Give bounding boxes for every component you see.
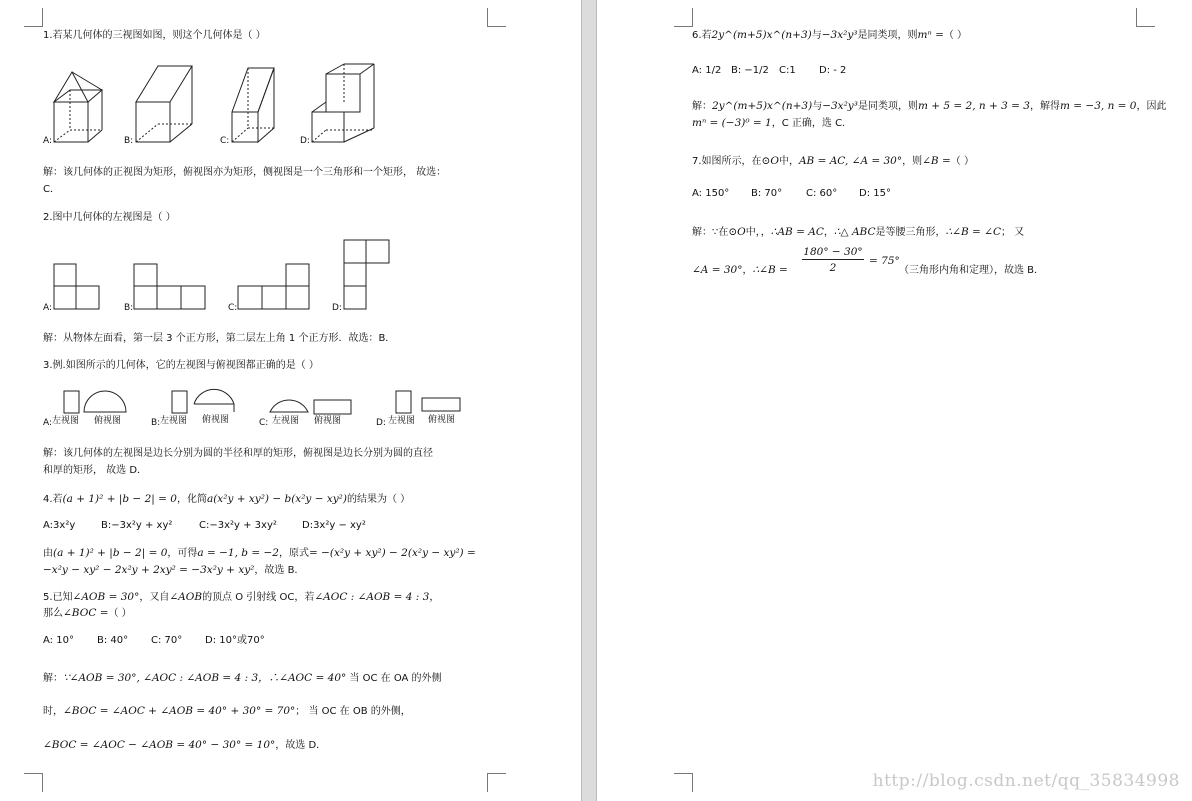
- q2-option-a: A:: [43, 303, 53, 313]
- q5-option-d-first: D: 10°: [205, 635, 237, 646]
- q6-mid: 与: [811, 30, 822, 41]
- q7-fraction-denominator: 2: [829, 262, 837, 274]
- q5-line2-prefix: 那么: [43, 608, 63, 619]
- q7-prefix: 7.如图所示，在: [692, 156, 762, 167]
- q7-answer-expr4: ∴∠B = ∠C: [945, 226, 1001, 238]
- q2-option-b-figure: [134, 264, 205, 309]
- q5-expr1: ∠AOB = 30°: [72, 591, 140, 603]
- q1-option-c-figure: [232, 68, 274, 142]
- q3-d-top-view-label: 俯视图: [428, 415, 456, 425]
- q3-answer-line2: 和厚的矩形， 故选 D．: [43, 465, 148, 476]
- q4-option-b: B:−3x²y + xy²: [101, 520, 173, 531]
- q3-option-d-figure: [396, 391, 460, 413]
- q6-option-c: C:1: [779, 65, 796, 76]
- q7-answer-line2-mid: ，: [742, 265, 753, 276]
- q1-option-b: B:: [124, 136, 134, 146]
- q6-answer-prefix: 解：: [692, 101, 712, 112]
- q2-option-a-figure: [54, 264, 99, 309]
- q5-answer-line3: [43, 738, 326, 753]
- q4-option-d: D:3x²y − xy²: [302, 520, 366, 531]
- q3-d-left-view-label: 左视图: [388, 416, 416, 426]
- question-5-line2: [43, 606, 132, 621]
- q4-expression: a(x²y + xy²) − b(x²y − xy²): [206, 493, 347, 505]
- crop-mark: [674, 773, 693, 792]
- question-5: [43, 590, 439, 605]
- q7-mid2: ，则: [902, 156, 923, 167]
- q7-answer: [692, 225, 1024, 240]
- q1-option-c: C:: [220, 136, 230, 146]
- q6-answer-expr1: 2y^(m+5)x^(n+3): [712, 100, 813, 112]
- question-1: 1.若某几何体的三视图如图，则这个几何体是（ ）: [43, 30, 266, 41]
- q6-answer-line2-expr: mⁿ = (−3)⁰ = 1: [692, 117, 772, 129]
- q6-answer-expr2: −3x²y³: [822, 100, 858, 112]
- q4-answer-end: ，故选 B.: [254, 565, 298, 576]
- q4-answer-values: a = −1, b = −2: [197, 547, 279, 559]
- q7-answer-line2-expr3: = 75°: [869, 255, 900, 267]
- q4-answer-condition: (a + 1)² + |b − 2| = 0: [53, 547, 168, 559]
- q6-answer-mid: 与: [812, 101, 823, 112]
- question-7: [692, 154, 974, 169]
- q1-option-d: D:: [300, 136, 310, 146]
- q5-mid2: 的顶点 O 引射线 OC，若: [202, 592, 315, 603]
- question-6: [692, 28, 967, 43]
- q5-prefix: 5.已知: [43, 592, 73, 603]
- q2-option-c: C:: [228, 303, 238, 313]
- q5-option-b: B: 40°: [97, 635, 129, 646]
- q7-answer-line2-expr2: ∴∠B =: [752, 264, 788, 276]
- q6-expr3: mⁿ =: [917, 29, 944, 41]
- crop-mark: [1136, 8, 1155, 27]
- q7-answer-line2-text: （三角形内角和定理），故选 B．: [899, 265, 1045, 276]
- question-2: 2.图中几何体的左视图是（ ）: [43, 212, 176, 223]
- q1-figures: [48, 62, 388, 148]
- q2-option-d-figure: [344, 240, 389, 309]
- q3-a-top-view-label: 俯视图: [94, 416, 122, 426]
- q4-answer-line2: [43, 563, 298, 578]
- q6-answer-suffix: ，因此: [1136, 101, 1167, 112]
- crop-mark: [24, 773, 43, 792]
- crop-mark: [487, 773, 506, 792]
- q5-answer-expr1: ∵∠AOB = 30°, ∠AOC : ∠AOB = 4 : 3: [63, 672, 259, 684]
- q7-expr1: ⊙O: [761, 155, 779, 167]
- q3-option-a: A:: [43, 418, 53, 428]
- q2-option-c-figure: [238, 264, 309, 309]
- q7-option-c: C: 60°: [806, 188, 838, 199]
- q7-option-d: D: 15°: [859, 188, 891, 199]
- q7-answer-line2-expr1: ∠A = 30°: [692, 264, 743, 276]
- q3-a-left-view-label: 左视图: [52, 416, 80, 426]
- crop-mark: [674, 8, 693, 27]
- q5-line2-suffix: （ ）: [108, 608, 132, 619]
- q5-answer-expr2: ，∴∠AOC = 40°: [258, 672, 347, 684]
- q3-option-c: C:: [259, 418, 269, 428]
- q4-answer-result: −x²y − xy² − 2x²y + 2xy² = −3x²y + xy²: [43, 564, 255, 576]
- q6-suffix: （ ）: [943, 30, 968, 41]
- q6-answer-expr4: m = −3, n = 0: [1059, 100, 1137, 112]
- q7-answer-mid2: ，: [823, 227, 834, 238]
- q4-option-a: A:3x²y: [43, 520, 76, 531]
- q5-end: ，: [429, 592, 440, 603]
- q5-answer-line2: [43, 704, 411, 719]
- q5-option-d-or: 或: [236, 635, 247, 646]
- document-page-left: [0, 0, 581, 801]
- q7-option-a: A: 150°: [692, 188, 730, 199]
- q7-expr2: AB = AC, ∠A = 30°: [798, 155, 903, 167]
- q4-suffix: 的结果为（ ）: [347, 494, 411, 505]
- q1-option-a: A:: [43, 136, 53, 146]
- q3-option-c-figure: [270, 400, 351, 414]
- q4-answer-prefix: 由: [43, 548, 53, 559]
- q1-option-d-figure: [312, 64, 374, 142]
- q5-expr2: ∠AOB: [169, 591, 203, 603]
- q7-answer-prefix: 解：∵在: [692, 227, 729, 238]
- q6-option-a: A: 1/2: [692, 65, 722, 76]
- q6-answer-line2-text: ，C 正确，选 C.: [771, 118, 846, 129]
- q5-answer: [43, 671, 442, 686]
- q6-expr1: 2y^(m+5)x^(n+3): [711, 29, 812, 41]
- q5-option-d: [205, 634, 265, 648]
- q2-figures: [50, 238, 400, 314]
- page-gutter: [581, 0, 597, 801]
- q6-option-d: D: - 2: [819, 65, 847, 76]
- q3-c-top-view-label: 俯视图: [314, 416, 342, 426]
- q5-line2-expr: ∠BOC =: [63, 607, 109, 619]
- q4-answer-expansion: = −(x²y + xy²) − 2(x²y − xy²) =: [308, 547, 476, 559]
- q5-answer-text1: 当 OC 在 OA 的外侧: [346, 673, 442, 684]
- q5-option-a: A: 10°: [43, 635, 74, 646]
- q5-option-d-second: 70°: [246, 635, 265, 646]
- q6-answer-expr3: m + 5 = 2, n + 3 = 3: [917, 100, 1030, 112]
- question-4: [43, 492, 410, 507]
- q7-fraction-numerator: 180° − 30°: [803, 246, 863, 258]
- q3-option-b: B:: [151, 418, 161, 428]
- q1-answer: 解：该几何体的正视图为矩形，俯视图亦为矩形，侧视图是一个三角形和一个矩形， 故选：: [43, 167, 447, 178]
- q4-prefix: 4.若: [43, 494, 63, 505]
- q1-option-b-figure: [136, 66, 192, 142]
- q7-suffix: （ ）: [950, 156, 974, 167]
- q7-answer-mid1: 中，，: [745, 227, 771, 238]
- document-page-right: [597, 0, 1192, 801]
- q5-mid1: ，又自: [139, 592, 170, 603]
- q5-expr3: ∠AOC : ∠AOB = 4 : 3: [314, 591, 430, 603]
- q7-answer-mid3: 是等腰三角形，: [875, 227, 946, 238]
- q4-answer-mid2: ，原式: [278, 548, 309, 559]
- q5-answer-prefix: 解：: [43, 673, 63, 684]
- q7-expr3: ∠B =: [922, 155, 951, 167]
- crop-mark: [487, 8, 506, 27]
- q5-answer-line2-text: ； 当 OC 在 OB 的外侧，: [295, 706, 411, 717]
- q6-option-b: B: −1/2: [731, 65, 769, 76]
- q7-answer-suffix: ； 又: [1000, 227, 1025, 238]
- q7-mid: 中，: [778, 156, 799, 167]
- q2-answer: 解：从物体左面看，第一层 3 个正方形，第二层左上角 1 个正方形．故选：B．: [43, 333, 396, 344]
- q4-mid: ，化简: [176, 494, 207, 505]
- q5-answer-line2-expr: ∠BOC = ∠AOC + ∠AOB = 40° + 30° = 70°: [63, 705, 296, 717]
- q2-option-b: B:: [124, 303, 134, 313]
- q4-answer: [43, 546, 476, 561]
- q4-answer-mid: ，可得: [167, 548, 198, 559]
- watermark: http://blog.csdn.net/qq_35834998: [872, 771, 1180, 791]
- q7-option-b: B: 70°: [751, 188, 783, 199]
- q7-answer-line2-a: [692, 263, 788, 278]
- q5-answer-line3-text: ，故选 D．: [275, 740, 327, 751]
- crop-mark: [24, 8, 43, 27]
- q1-answer-line2: C．: [43, 184, 60, 195]
- q6-answer-mid3: ，解得: [1029, 101, 1060, 112]
- q6-answer: [692, 99, 1166, 114]
- q3-option-a-figure: [64, 391, 126, 413]
- q3-b-left-view-label: 左视图: [160, 416, 188, 426]
- q4-condition: (a + 1)² + |b − 2| = 0: [62, 493, 177, 505]
- q3-answer: 解：该几何体的左视图是边长分别为圆的半径和厚的矩形，俯视图是边长分别为圆的直径: [43, 448, 433, 459]
- q6-answer-line2: [692, 116, 845, 131]
- q7-answer-line2-b: [869, 254, 900, 269]
- q6-answer-mid2: 是同类项，则: [857, 101, 918, 112]
- q5-answer-line3-expr: ∠BOC = ∠AOC − ∠AOB = 40° − 30° = 10°: [43, 739, 276, 751]
- q3-option-b-figure: [172, 389, 234, 413]
- q6-expr2: −3x²y³: [821, 29, 858, 41]
- q4-option-c: C:−3x²y + 3xy²: [199, 520, 277, 531]
- q3-figures: [58, 388, 468, 416]
- q6-mid2: 是同类项，则: [857, 30, 918, 41]
- q6-prefix: 6.若: [692, 30, 712, 41]
- q5-answer-line2-prefix: 时，: [43, 706, 63, 717]
- question-3: 3.例.如图所示的几何体，它的左视图与俯视图都正确的是（ ）: [43, 360, 319, 371]
- q7-answer-expr2: ∴AB = AC: [770, 226, 824, 238]
- q2-option-d: D:: [332, 303, 342, 313]
- q3-c-left-view-label: 左视图: [272, 416, 300, 426]
- q5-option-c: C: 70°: [151, 635, 183, 646]
- q7-answer-expr1: ⊙O: [728, 226, 746, 238]
- q1-option-a-figure: [54, 72, 102, 142]
- q3-b-top-view-label: 俯视图: [202, 415, 230, 425]
- q7-answer-expr3: ∴△ ABC: [833, 226, 876, 238]
- q3-option-d: D:: [376, 418, 386, 428]
